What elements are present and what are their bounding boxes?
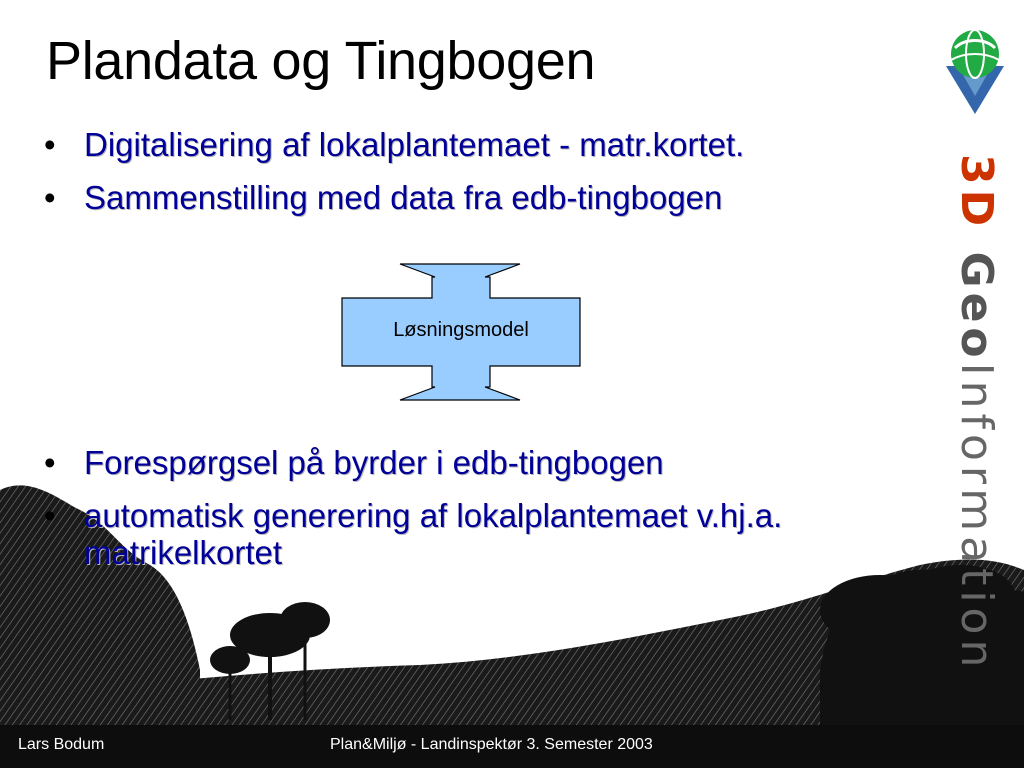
slide-title: Plandata og Tingbogen <box>46 31 596 91</box>
diagram-label: Løsningsmodel <box>393 319 529 341</box>
footer <box>0 730 1024 768</box>
bullet-list-bottom <box>40 444 840 587</box>
footer-author: Lars Bodum <box>18 736 105 753</box>
bullet-item: • Forespørgsel på byrder i edb-tingbogen <box>40 444 840 481</box>
bullet-list-top <box>40 126 744 232</box>
footer-course: Plan&Miljø - Landinspektør 3. Semester 2003 <box>330 736 653 753</box>
logo-text-light: Information <box>951 362 1002 673</box>
logo-text <box>951 154 1002 672</box>
logo-text-accent: 3D <box>951 154 1002 232</box>
logo-text-main: Geo <box>951 251 1002 363</box>
bullet-item: • automatisk generering af lokalplantemaet v.hj.a. matrikelkortet <box>40 497 840 571</box>
bullet-item: • Sammenstilling med data fra edb-tingbogen <box>40 179 744 216</box>
geoinformation-logo <box>940 26 1010 673</box>
bullet-item: • Digitalisering af lokalplantemaet - matr.kortet. <box>40 126 744 163</box>
solution-model-diagram <box>340 262 582 402</box>
globe-arrow-icon <box>940 26 1010 126</box>
